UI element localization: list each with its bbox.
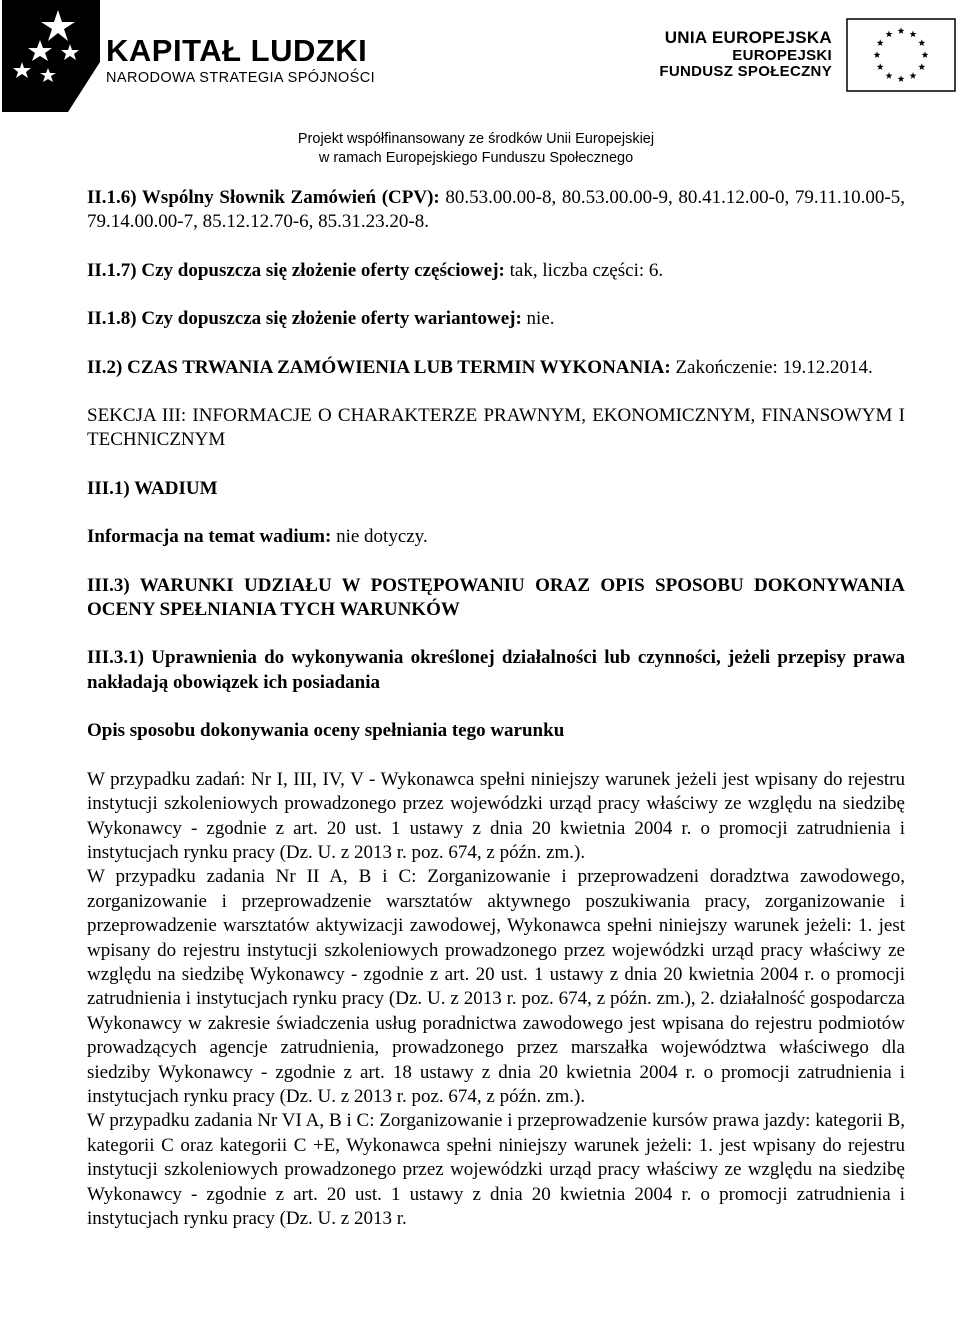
project-line-2: w ramach Europejskiego Funduszu Społecznego	[318, 150, 634, 166]
kapital-ludzki-wordmark	[106, 34, 375, 88]
rights-heading: III.3.1) Uprawnienia do wykonywania określonej działalności lub czynności, jeżeli przepisy prawa nakładają obowiązek ich posiadania	[87, 647, 905, 693]
kapital-ludzki-logo	[2, 0, 100, 112]
wadium-heading: III.1) WADIUM	[87, 477, 218, 499]
partial-offer-paragraph	[87, 259, 905, 283]
eu-flag-icon	[846, 18, 956, 92]
project-line-1: Projekt współfinansowany ze środków Unii Europejskiej	[297, 131, 655, 147]
eu-title: UNIA EUROPEJSKA	[664, 28, 832, 47]
wadium-value: nie dotyczy.	[331, 526, 428, 548]
partial-offer-value: tak, liczba części: 6.	[504, 259, 664, 281]
paragraph-task-2: W przypadku zadania Nr II A, B i C: Zorganizowanie i przeprowadzeni doradztwa zawodowego, zorganizowanie i przeprowadzenie warsztatów aktywnego poszukiwania pracy, zorganizowanie i przeprowadzenie warsztatów aktywizacji zawodowej, Wykonawca spełni niniejszy warunek jeżeli: 1. jest wpisany do rejestru instytucji szkoleniowych prowadzonego przez wojewódzki urząd pracy właściwy ze względu na siedzibę Wykonawcy - zgodnie z art. 20 ust. 1 ustawy z dnia 20 kwietnia 2004 r. o promocji zatrudnienia i instytucjach rynku pracy (Dz. U. z 2013 r. poz. 674, z późn. zm.), 2. działalność gospodarcza Wykonawcy w zakresie świadczenia usług poradnictwa zawodowego jest wpisana do rejestru podmiotów prowadzących agencje zatrudnienia, prowadzonego przez marszałka województwa właściwego dla siedziby Wykonawcy - zgodnie z art. 18 ustawy z dnia 20 kwietnia 2004 r. o promocji zatrudnienia i instytucjach rynku pracy (Dz. U. z 2013 r. poz. 674, z późn. zm.).	[87, 866, 905, 1107]
eu-wordmark	[659, 28, 832, 80]
variant-offer-value: nie.	[521, 308, 555, 330]
cpv-label: II.1.6) Wspólny Słownik Zamówień (CPV):	[87, 187, 440, 208]
assessment-heading: Opis sposobu dokonywania oceny spełniania tego warunku	[87, 720, 565, 742]
eu-line-1: EUROPEJSKI	[732, 47, 832, 64]
paragraph-task-6: W przypadku zadania Nr VI A, B i C: Zorganizowanie i przeprowadzenie kursów prawa jazdy: kategorii B, kategorii C oraz kategorii C +E, Wykonawca spełni niniejszy warunek jeżeli: 1. jest wpisany do rejestru instytucji szkoleniowych prowadzonego przez wojewódzki urząd pracy właściwy ze względu na siedzibę Wykonawcy - zgodnie z art. 20 ust. 1 ustawy z dnia 20 kwietnia 2004 r. o promocji zatrudnienia i instytucjach rynku pracy (Dz. U. z 2013 r.	[87, 1110, 905, 1229]
variant-offer-label: II.1.8) Czy dopuszcza się złożenie oferty wariantowej:	[87, 308, 522, 330]
project-note	[0, 130, 952, 168]
duration-label: II.2) CZAS TRWANIA ZAMÓWIENIA LUB TERMIN WYKONANIA:	[87, 356, 671, 378]
section-3-heading: SEKCJA III: INFORMACJE O CHARAKTERZE PRAWNYM, EKONOMICZNYM, FINANSOWYM I TECHNICZNYM	[87, 405, 905, 451]
cpv-paragraph	[87, 186, 905, 235]
eu-line-2: FUNDUSZ SPOŁECZNY	[659, 63, 832, 80]
logo-subtitle: NARODOWA STRATEGIA SPÓJNOŚCI	[106, 70, 376, 86]
duration-value: Zakończenie: 19.12.2014.	[670, 356, 873, 378]
logo-title: KAPITAŁ LUDZKI	[106, 33, 368, 68]
document-header	[0, 0, 960, 170]
partial-offer-label: II.1.7) Czy dopuszcza się złożenie oferty częściowej:	[87, 259, 505, 281]
document-body	[87, 186, 905, 1231]
duration-paragraph	[87, 356, 905, 380]
paragraph-tasks-1: W przypadku zadań: Nr I, III, IV, V - Wykonawca spełni niniejszy warunek jeżeli jest wpisany do rejestru instytucji szkoleniowych prowadzonego przez wojewódzki urząd pracy właściwy ze względu na siedzibę Wykonawcy - zgodnie z art. 20 ust. 1 ustawy z dnia 20 kwietnia 2004 r. o promocji zatrudnienia i instytucjach rynku pracy (Dz. U. z 2013 r. poz. 674, z późn. zm.).	[87, 768, 905, 863]
wadium-paragraph	[87, 525, 905, 549]
cpv-value: 80.53.00.00-8, 80.53.00.00-9, 80.41.12.00-0, 79.11.10.00-5, 79.14.00.00-7, 85.12.12.70-6, 85.31.23.20-8.	[87, 187, 906, 233]
conditions-heading: III.3) WARUNKI UDZIAŁU W POSTĘPOWANIU ORAZ OPIS SPOSOBU DOKONYWANIA OCENY SPEŁNIANIA TYCH WARUNKÓW	[87, 574, 905, 621]
wadium-label: Informacja na temat wadium:	[87, 526, 332, 548]
variant-offer-paragraph	[87, 307, 905, 331]
